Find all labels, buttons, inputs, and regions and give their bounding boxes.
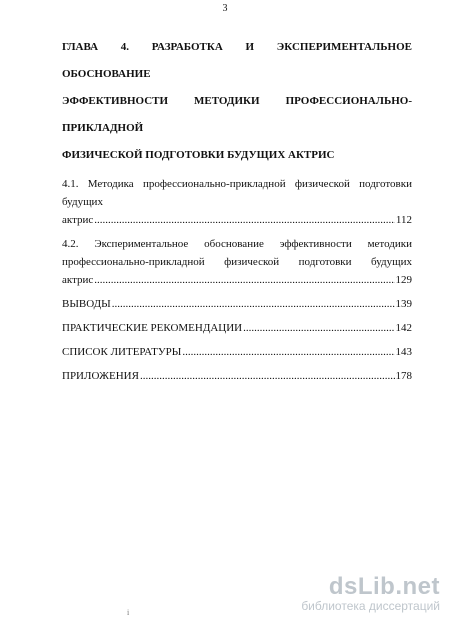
watermark bbox=[301, 575, 440, 613]
toc-page-number: 139 bbox=[395, 298, 412, 310]
chapter-heading bbox=[62, 34, 412, 169]
toc-page-number: 142 bbox=[395, 322, 412, 334]
dot-leader bbox=[243, 319, 394, 337]
footer-mark: і bbox=[127, 608, 130, 617]
toc-entry-conclusions bbox=[62, 295, 412, 313]
toc-page-number: 112 bbox=[395, 214, 412, 226]
toc-entry-text: ВЫВОДЫ bbox=[62, 298, 111, 310]
watermark-subtitle: библиотека диссертаций bbox=[301, 599, 440, 613]
toc-entry-text: профессионально-прикладной физической подготовки будущих bbox=[62, 256, 412, 268]
toc-entry-text: ПРИЛОЖЕНИЯ bbox=[62, 370, 139, 382]
table-of-contents bbox=[62, 34, 412, 391]
toc-entry-references bbox=[62, 343, 412, 361]
toc-entry-4-1 bbox=[62, 175, 412, 229]
toc-page-number: 178 bbox=[395, 370, 412, 382]
toc-entry-text: актрис bbox=[62, 214, 94, 226]
dot-leader bbox=[112, 295, 395, 313]
toc-entry-appendices bbox=[62, 367, 412, 385]
toc-page-number: 143 bbox=[395, 346, 412, 358]
chapter-heading-line: ЭФФЕКТИВНОСТИ МЕТОДИКИ ПРОФЕССИОНАЛЬНО-ПРИКЛАДНОЙ bbox=[62, 95, 412, 134]
dot-leader bbox=[140, 367, 395, 385]
toc-entry-recommendations bbox=[62, 319, 412, 337]
toc-entry-text: ПРАКТИЧЕСКИЕ РЕКОМЕНДАЦИИ bbox=[62, 322, 243, 334]
toc-entry-text: 4.2. Экспериментальное обоснование эффективности методики bbox=[62, 238, 412, 250]
dot-leader bbox=[182, 343, 394, 361]
dot-leader bbox=[94, 211, 395, 229]
page-number: 3 bbox=[222, 3, 228, 14]
watermark-logo: dsLib.net bbox=[328, 573, 440, 600]
toc-entry-text: 4.1. Методика профессионально-прикладной физической подготовки будущих bbox=[62, 178, 412, 208]
chapter-heading-line: ФИЗИЧЕСКОЙ ПОДГОТОВКИ БУДУЩИХ АКТРИС bbox=[62, 149, 335, 161]
toc-page-number: 129 bbox=[395, 274, 412, 286]
dot-leader bbox=[94, 271, 394, 289]
toc-entry-text: СПИСОК ЛИТЕРАТУРЫ bbox=[62, 346, 182, 358]
toc-entry-4-2 bbox=[62, 235, 412, 289]
chapter-heading-line: ГЛАВА 4. РАЗРАБОТКА И ЭКСПЕРИМЕНТАЛЬНОЕ ОБОСНОВАНИЕ bbox=[62, 41, 412, 80]
toc-entry-text: актрис bbox=[62, 274, 94, 286]
